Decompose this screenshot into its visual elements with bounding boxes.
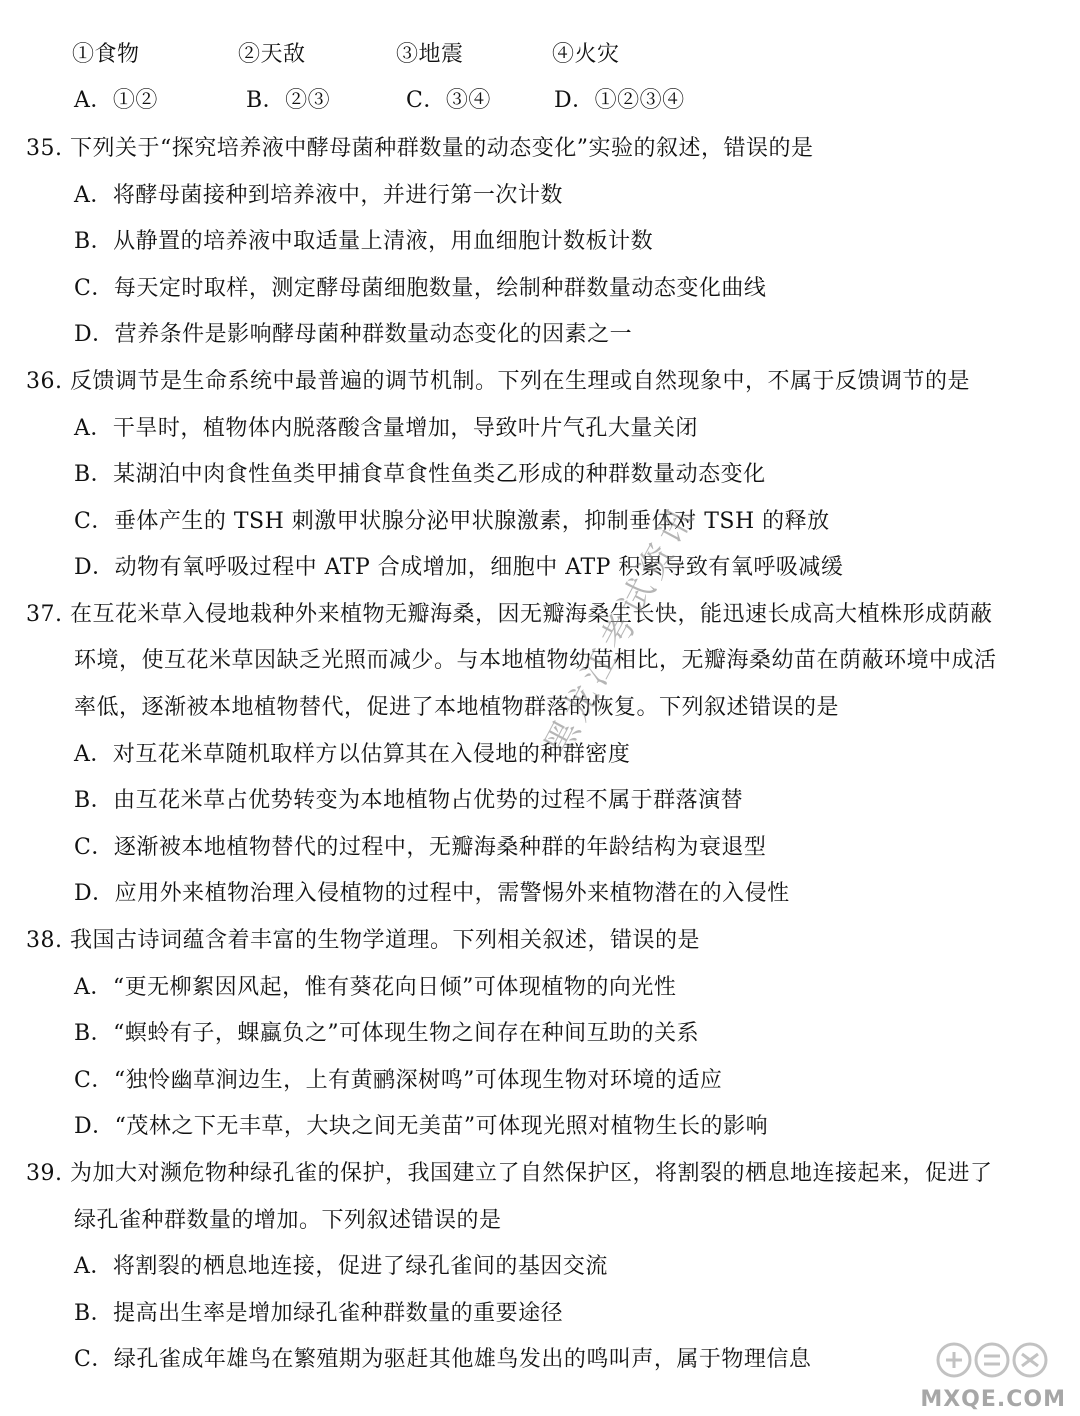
q37-option-c: C．逐渐被本地植物替代的过程中，无瓣海桑种群的年龄结构为衰退型	[74, 835, 767, 860]
watermark-text: 黑龙江考试资讯	[537, 496, 704, 763]
q35-option-a: A．将酵母菌接种到培养液中，并进行第一次计数	[74, 183, 563, 208]
choice-b: B．②③	[246, 88, 331, 113]
question-36-stem	[26, 367, 970, 397]
option-item-3: ③地震	[396, 42, 464, 67]
question-number: 37.	[26, 602, 63, 627]
q39-option-c: C．绿孔雀成年雄鸟在繁殖期为驱赶其他雄鸟发出的鸣叫声，属于物理信息	[74, 1347, 812, 1372]
q39-option-a: A．将割裂的栖息地连接，促进了绿孔雀间的基因交流	[74, 1254, 608, 1279]
q36-option-b: B．某湖泊中肉食性鱼类甲捕食草食性鱼类乙形成的种群数量动态变化	[74, 462, 766, 487]
question-text: 下列关于“探究培养液中酵母菌种群数量的动态变化”实验的叙述，错误的是	[70, 136, 814, 161]
q35-option-b: B．从静置的培养液中取适量上清液，用血细胞计数板计数	[74, 229, 654, 254]
question-37-stem	[26, 600, 993, 630]
question-37-stem-line2: 环境，使互花米草因缺乏光照而减少。与本地植物幼苗相比，无瓣海桑幼苗在荫蔽环境中成活	[74, 648, 997, 673]
q37-option-b: B．由互花米草占优势转变为本地植物占优势的过程不属于群落演替	[74, 788, 744, 813]
q38-option-d: D．“茂林之下无丰草，大块之间无美苗”可体现光照对植物生长的影响	[74, 1114, 769, 1139]
q38-option-a: A．“更无柳絮因风起，惟有葵花向日倾”可体现植物的向光性	[74, 975, 677, 1000]
question-number: 38.	[26, 928, 63, 953]
q37-option-d: D．应用外来植物治理入侵植物的过程中，需警惕外来植物潜在的入侵性	[74, 881, 790, 906]
question-text: 我国古诗词蕴含着丰富的生物学道理。下列相关叙述，错误的是	[70, 928, 701, 953]
q38-option-b: B．“螟蛉有子，蜾蠃负之”可体现生物之间存在种间互助的关系	[74, 1021, 700, 1046]
option-item-1: ①食物	[72, 42, 140, 67]
question-number: 36.	[26, 369, 63, 394]
question-38-stem	[26, 926, 700, 956]
q39-option-b: B．提高出生率是增加绿孔雀种群数量的重要途径	[74, 1301, 564, 1326]
logo-stamp-text: MXQE.COM	[920, 1387, 1066, 1412]
question-37-stem-line3: 率低，逐渐被本地植物替代，促进了本地植物群落的恢复。下列叙述错误的是	[74, 695, 840, 720]
q35-option-d: D．营养条件是影响酵母菌种群数量动态变化的因素之一	[74, 322, 633, 347]
q36-option-c: C．垂体产生的 TSH 刺激甲状腺分泌甲状腺激素，抑制垂体对 TSH 的释放	[74, 509, 830, 534]
q37-option-a: A．对互花米草随机取样方以估算其在入侵地的种群密度	[74, 742, 631, 767]
question-number: 39.	[26, 1161, 63, 1186]
question-35-stem	[26, 134, 814, 164]
question-text: 在互花米草入侵地栽种外来植物无瓣海桑，因无瓣海桑生长快，能迅速长成高大植株形成荫蔽	[70, 602, 993, 627]
q36-option-d: D．动物有氧呼吸过程中 ATP 合成增加，细胞中 ATP 积累导致有氧呼吸减缓	[74, 555, 844, 580]
choice-d: D．①②③④	[554, 88, 685, 113]
q35-option-c: C．每天定时取样，测定酵母菌细胞数量，绘制种群数量动态变化曲线	[74, 276, 767, 301]
choice-a: A．①②	[74, 88, 158, 113]
choice-c: C．③④	[406, 88, 491, 113]
question-text: 反馈调节是生命系统中最普遍的调节机制。下列在生理或自然现象中，不属于反馈调节的是	[70, 369, 971, 394]
q38-option-c: C．“独怜幽草涧边生，上有黄鹂深树鸣”可体现生物对环境的适应	[74, 1068, 723, 1093]
q36-option-a: A．干旱时，植物体内脱落酸含量增加，导致叶片气孔大量关闭	[74, 416, 698, 441]
option-item-4: ④火灾	[552, 42, 620, 67]
question-number: 35.	[26, 136, 63, 161]
question-39-stem-line2: 绿孔雀种群数量的增加。下列叙述错误的是	[74, 1208, 502, 1233]
question-text: 为加大对濒危物种绿孔雀的保护，我国建立了自然保护区，将割裂的栖息地连接起来，促进了	[70, 1161, 993, 1186]
question-39-stem	[26, 1159, 993, 1189]
option-item-2: ②天敌	[238, 42, 306, 67]
